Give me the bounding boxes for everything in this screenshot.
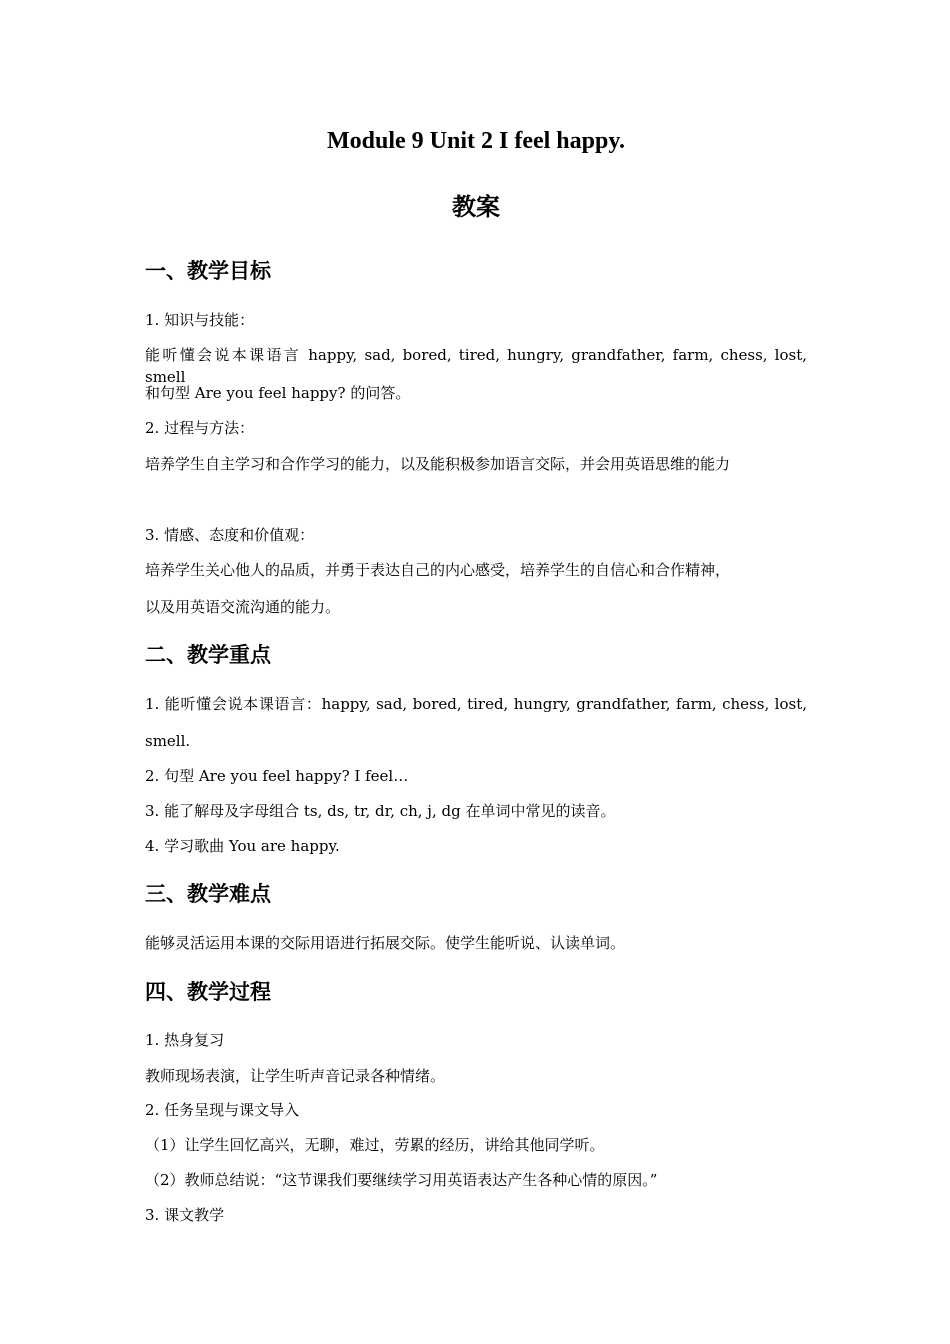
objective-2-text-line-1: 培养学生自主学习和合作学习的能力，以及能积极参加语言交际，并会用英语思维的能力 (145, 455, 731, 473)
key-point-1-line-1: 1. 能听懂会说本课语言：happy, sad, bored, tired, hungry, grandfather, farm, chess, lost, (145, 695, 807, 713)
process-step-2-item-2: （2）教师总结说：“这节课我们要继续学习用英语表达产生各种心情的原因。” (145, 1171, 658, 1189)
key-point-4: 4. 学习歌曲 You are happy. (145, 837, 340, 855)
objective-1-label: 1. 知识与技能： (145, 311, 255, 329)
document-title: Module 9 Unit 2 I feel happy. (326, 128, 626, 154)
section-heading-difficulties: 三、教学难点 (145, 881, 271, 906)
objective-3-label: 3. 情感、态度和价值观： (145, 526, 315, 544)
difficulty-text: 能够灵活运用本课的交际用语进行拓展交际。使学生能听说、认读单词。 (145, 934, 626, 952)
key-point-2: 2. 句型 Are you feel happy? I feel… (145, 767, 409, 785)
objective-1-text-line-1: 能听懂会说本课语言 happy, sad, bored, tired, hungry, grandfather, farm, chess, lost, smell (145, 346, 807, 386)
process-step-3: 3. 课文教学 (145, 1206, 225, 1224)
objective-3-text-line-2: 以及用英语交流沟通的能力。 (145, 598, 341, 616)
process-step-1-text: 教师现场表演，让学生听声音记录各种情绪。 (145, 1067, 446, 1085)
process-step-2: 2. 任务呈现与课文导入 (145, 1101, 300, 1119)
document-subtitle: 教案 (452, 192, 500, 221)
objective-3-text-line-1: 培养学生关心他人的品质，并勇于表达自己的内心感受，培养学生的自信心和合作精神， (145, 561, 731, 579)
process-step-2-item-1: （1）让学生回忆高兴，无聊，难过，劳累的经历，讲给其他同学听。 (145, 1136, 605, 1154)
section-heading-key-points: 二、教学重点 (145, 642, 271, 667)
objective-1-text-line-2: 和句型 Are you feel happy? 的问答。 (145, 384, 411, 402)
section-heading-process: 四、教学过程 (145, 979, 271, 1004)
process-step-1: 1. 热身复习 (145, 1031, 225, 1049)
key-point-3: 3. 能了解母及字母组合 ts, ds, tr, dr, ch, j, dg 在单词中常见的读音。 (145, 802, 616, 820)
key-point-1-line-2: smell. (145, 732, 191, 750)
objective-2-label: 2. 过程与方法： (145, 419, 255, 437)
section-heading-objectives: 一、教学目标 (145, 258, 271, 283)
